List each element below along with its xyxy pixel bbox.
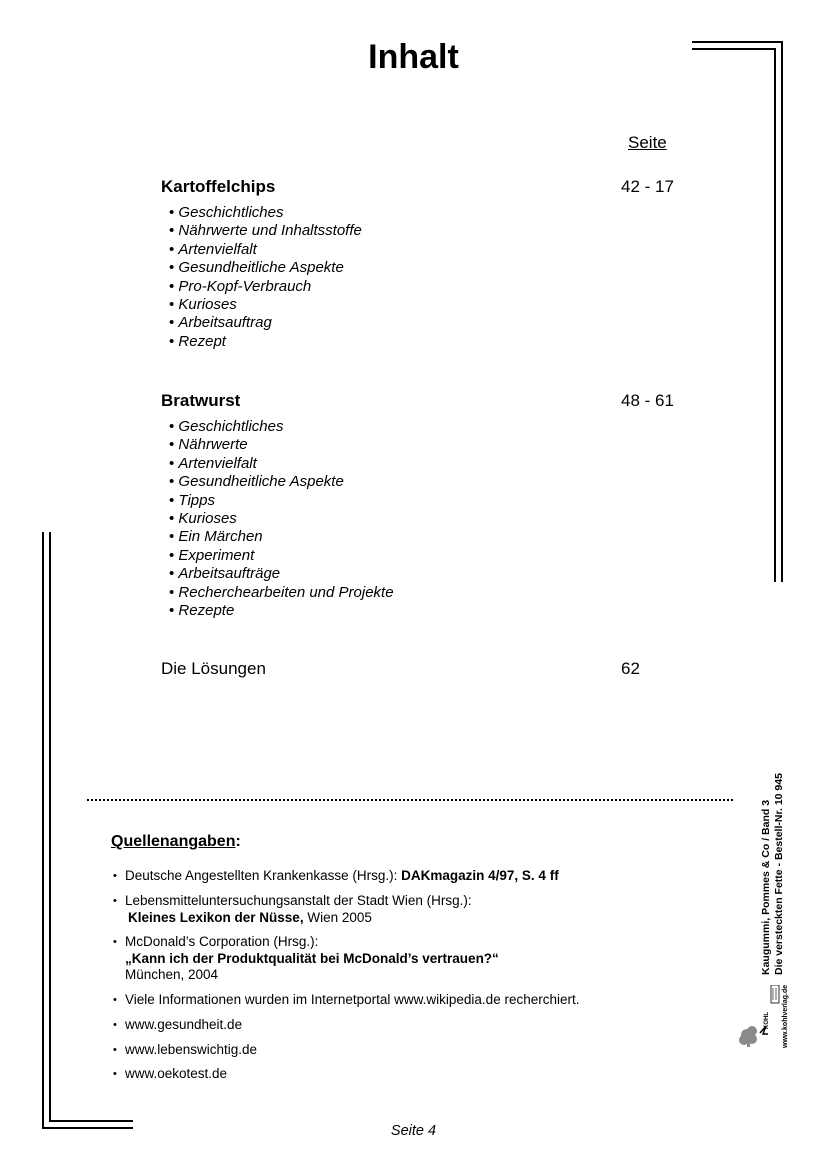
list-item: • Kurioses <box>169 296 362 314</box>
sources-heading-colon: : <box>235 833 241 850</box>
list-item: • Experiment <box>169 547 394 565</box>
frame-bottom-left-inner-h <box>49 1120 133 1122</box>
source-entry: • McDonald’s Corporation (Hrsg.): „Kann ich der Produktqualität bei McDonald’s vertrauen?“ München, 2004 <box>113 934 499 982</box>
list-item: • Gesundheitliche Aspekte <box>169 259 362 277</box>
list-item: • Artenvielfalt <box>169 455 394 473</box>
list-item: • Nährwerte und Inhaltsstoffe <box>169 222 362 240</box>
list-item: • Geschichtliches <box>169 204 362 222</box>
section-pages: 62 <box>621 659 640 678</box>
list-item: • Gesundheitliche Aspekte <box>169 473 394 491</box>
section-heading: Kartoffelchips <box>161 177 276 196</box>
list-item: • Pro-Kopf-Verbrauch <box>169 278 362 296</box>
list-item: • Arbeitsaufträge <box>169 565 394 583</box>
section-heading: Die Lösungen <box>161 659 266 678</box>
sources-heading <box>111 833 241 851</box>
page-column-header: Seite <box>628 133 667 152</box>
source-entry: • www.lebenswichtig.de <box>113 1042 258 1057</box>
page-footer: Seite 4 <box>390 1123 437 1139</box>
side-imprint: Kaugummi, Pommes & Co / Band 3 Die versteckten Fette - Bestell-Nr. 10 945 <box>760 773 785 975</box>
section-heading: Bratwurst <box>161 391 241 410</box>
dotted-divider <box>87 799 733 801</box>
page-title: Inhalt <box>368 38 459 76</box>
list-item: • Rezept <box>169 333 362 351</box>
section-items <box>169 418 394 620</box>
list-item: • Geschichtliches <box>169 418 394 436</box>
sources-heading-text: Quellenangaben <box>111 833 236 850</box>
source-entry: • Viele Informationen wurden im Internetportal www.wikipedia.de recherchiert. <box>113 992 580 1007</box>
list-item: • Artenvielfalt <box>169 241 362 259</box>
source-entry: • www.oekotest.de <box>113 1066 228 1081</box>
source-entry: • Deutsche Angestellten Krankenkasse (Hrsg.): DAKmagazin 4/97, S. 4 ff <box>113 868 559 883</box>
publisher-logo-icon <box>738 985 782 1047</box>
list-item: • Recherchearbeiten und Projekte <box>169 584 394 602</box>
list-item: • Tipps <box>169 492 394 510</box>
frame-bottom-left-outer-v <box>42 532 44 1129</box>
frame-top-right-inner-v <box>774 48 776 582</box>
svg-text:KOHL: KOHL <box>764 1012 770 1029</box>
frame-bottom-left-inner-v <box>49 532 51 1122</box>
section-pages: 42 - 17 <box>621 177 674 196</box>
list-item: • Rezepte <box>169 602 394 620</box>
list-item: • Arbeitsauftrag <box>169 314 362 332</box>
frame-top-right-outer-v <box>781 41 783 582</box>
section-items <box>169 204 362 351</box>
list-item: • Nährwerte <box>169 436 394 454</box>
side-url: www.kohlverlag.de <box>782 984 789 1048</box>
list-item: • Ein Märchen <box>169 528 394 546</box>
source-entry: • Lebensmitteluntersuchungsanstalt der Stadt Wien (Hrsg.): Kleines Lexikon der Nüsse, Wien 2005 <box>113 893 472 925</box>
section-pages: 48 - 61 <box>621 391 674 410</box>
source-entry: • www.gesundheit.de <box>113 1017 243 1032</box>
list-item: • Kurioses <box>169 510 394 528</box>
